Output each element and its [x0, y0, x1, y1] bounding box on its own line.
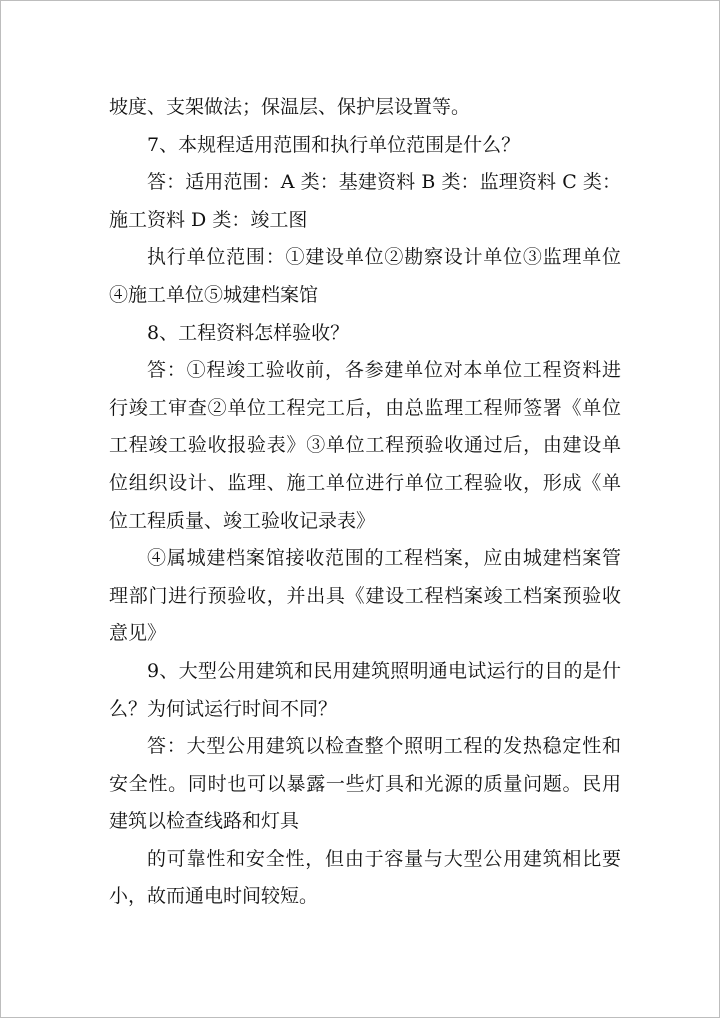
document-body — [109, 89, 621, 916]
answer-9-part-2: 的可靠性和安全性，但由于容量与大型公用建筑相比要小，故而通电时间较短。 — [109, 847, 621, 908]
paragraph-continuation: 坡度、支架做法；保温层、保护层设置等。 — [109, 96, 471, 118]
answer-7-units: 执行单位范围：①建设单位②勘察设计单位③监理单位④施工单位⑤城建档案馆 — [109, 246, 621, 306]
question-7: 7、本规程适用范围和执行单位范围是什么？ — [147, 133, 521, 156]
answer-7-scope: 答：适用范围：A 类：基建资料 B 类：监理资料 C 类：施工资料 D 类：竣工图 — [109, 171, 621, 231]
answer-8-part-1: 答：①程竣工验收前，各参建单位对本单位工程资料进行竣工审查②单位工程完工后，由总监理工程师签署《单位工程竣工验收报验表》③单位工程预验收通过后，由建设单位组织设计、监理、施工单位进行单位工程验收，形成《单位工程质量、竣工验收记录表》 — [109, 359, 621, 532]
question-9: 9、大型公用建筑和民用建筑照明通电试运行的目的是什么？为何试运行时间不同？ — [109, 659, 621, 720]
answer-9-part-1: 答：大型公用建筑以检查整个照明工程的发热稳定性和安全性。同时也可以暴露一些灯具和光源的质量问题。民用建筑以检查线路和灯具 — [109, 735, 621, 833]
question-8: 8、工程资料怎样验收？ — [147, 321, 350, 344]
answer-8-part-2: ④属城建档案馆接收范围的工程档案，应由城建档案管理部门进行预验收，并出具《建设工程档案竣工档案预验收意见》 — [109, 547, 621, 645]
